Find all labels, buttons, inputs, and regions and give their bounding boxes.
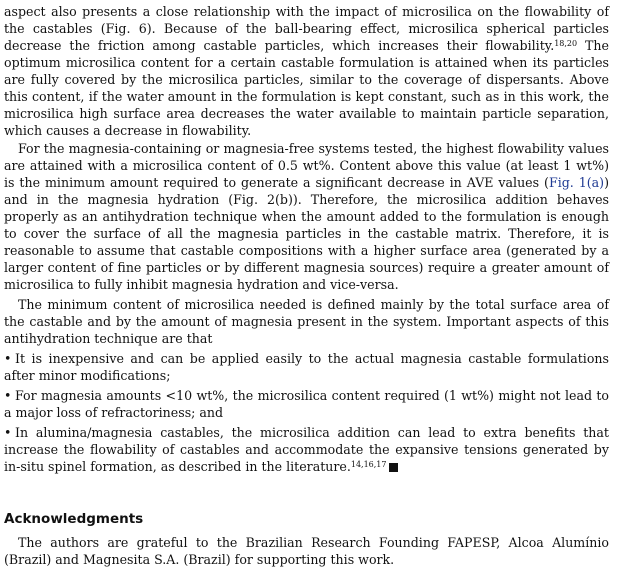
bullet-icon: • xyxy=(4,388,12,403)
paragraph-text: The optimum microsilica content for a certain castable formulation is attained when its particles are fully covered by the microsilica particles, similar to the coverage of dispersants. Above this content, if the water amount in the formulation is kept constant, such as in this work, the microsilica high surface area decreases the water available to maintain particle separation, which causes a decrease in flowability. xyxy=(4,38,609,138)
bullet-text: It is inexpensive and can be applied easily to the actual magnesia castable formulations after minor modifications; xyxy=(4,351,609,383)
bullet-text: For magnesia amounts <10 wt%, the microsilica content required (1 wt%) might not lead to a major loss of refractoriness; and xyxy=(4,388,609,420)
paragraph-flowability xyxy=(4,3,609,139)
reference-superscript[interactable]: 18,20 xyxy=(554,39,578,48)
paragraph-text: aspect also presents a close relationship with the impact of microsilica on the flowability of the castables (Fig. 6). Because of the ball-bearing effect, microsilica spherical particles decrease the friction among castable particles, which increases their flowability. xyxy=(4,4,609,53)
bullet-item xyxy=(4,350,609,384)
article-body xyxy=(4,3,609,568)
figure-link[interactable]: Fig. 1(a) xyxy=(548,175,605,190)
paragraph-text: For the magnesia-containing or magnesia-free systems tested, the highest flowability values are attained with a microsilica content of 0.5 wt%. Content above this value (at least 1 wt%) is the minimum amount required to generate a significant decrease in AVE values ( xyxy=(4,141,609,190)
end-of-article-icon xyxy=(389,463,398,472)
paragraph-text: The minimum content of microsilica needed is defined mainly by the total surface area of the castable and by the amount of magnesia present in the system. Important aspects of this antihydration technique are that xyxy=(4,297,609,346)
bullet-icon: • xyxy=(4,351,12,366)
bullet-text: In alumina/magnesia castables, the microsilica addition can lead to extra benefits that increase the flowability of castables and accommodate the expansive tensions generated by in-situ spinel formation, as described in the literature. xyxy=(4,425,609,474)
paragraph-text: ) and in the magnesia hydration (Fig. 2(b)). Therefore, the microsilica addition behaves properly as an antihydration technique when the amount added to the formulation is enough to cover the surface of all the magnesia particles in the castable matrix. Therefore, it is reasonable to assume that castable compositions with a higher surface area (generated by a larger content of fine particles or by different magnesia sources) require a greater amount of microsilica to fully inhibit magnesia hydration and vice-versa. xyxy=(4,175,609,292)
paragraph-minimum-content xyxy=(4,296,609,347)
acknowledgments-heading: Acknowledgments xyxy=(4,511,144,527)
reference-superscript[interactable]: 14,16,17 xyxy=(350,460,387,469)
acknowledgments-text: The authors are grateful to the Brazilian Research Founding FAPESP, Alcoa Alumínio (Brazil) and Magnesita S.A. (Brazil) for supporting this work. xyxy=(4,535,609,567)
bullet-item xyxy=(4,387,609,421)
paragraph-magnesia-systems xyxy=(4,140,609,293)
bullet-item xyxy=(4,424,609,475)
bullet-icon: • xyxy=(4,425,12,440)
